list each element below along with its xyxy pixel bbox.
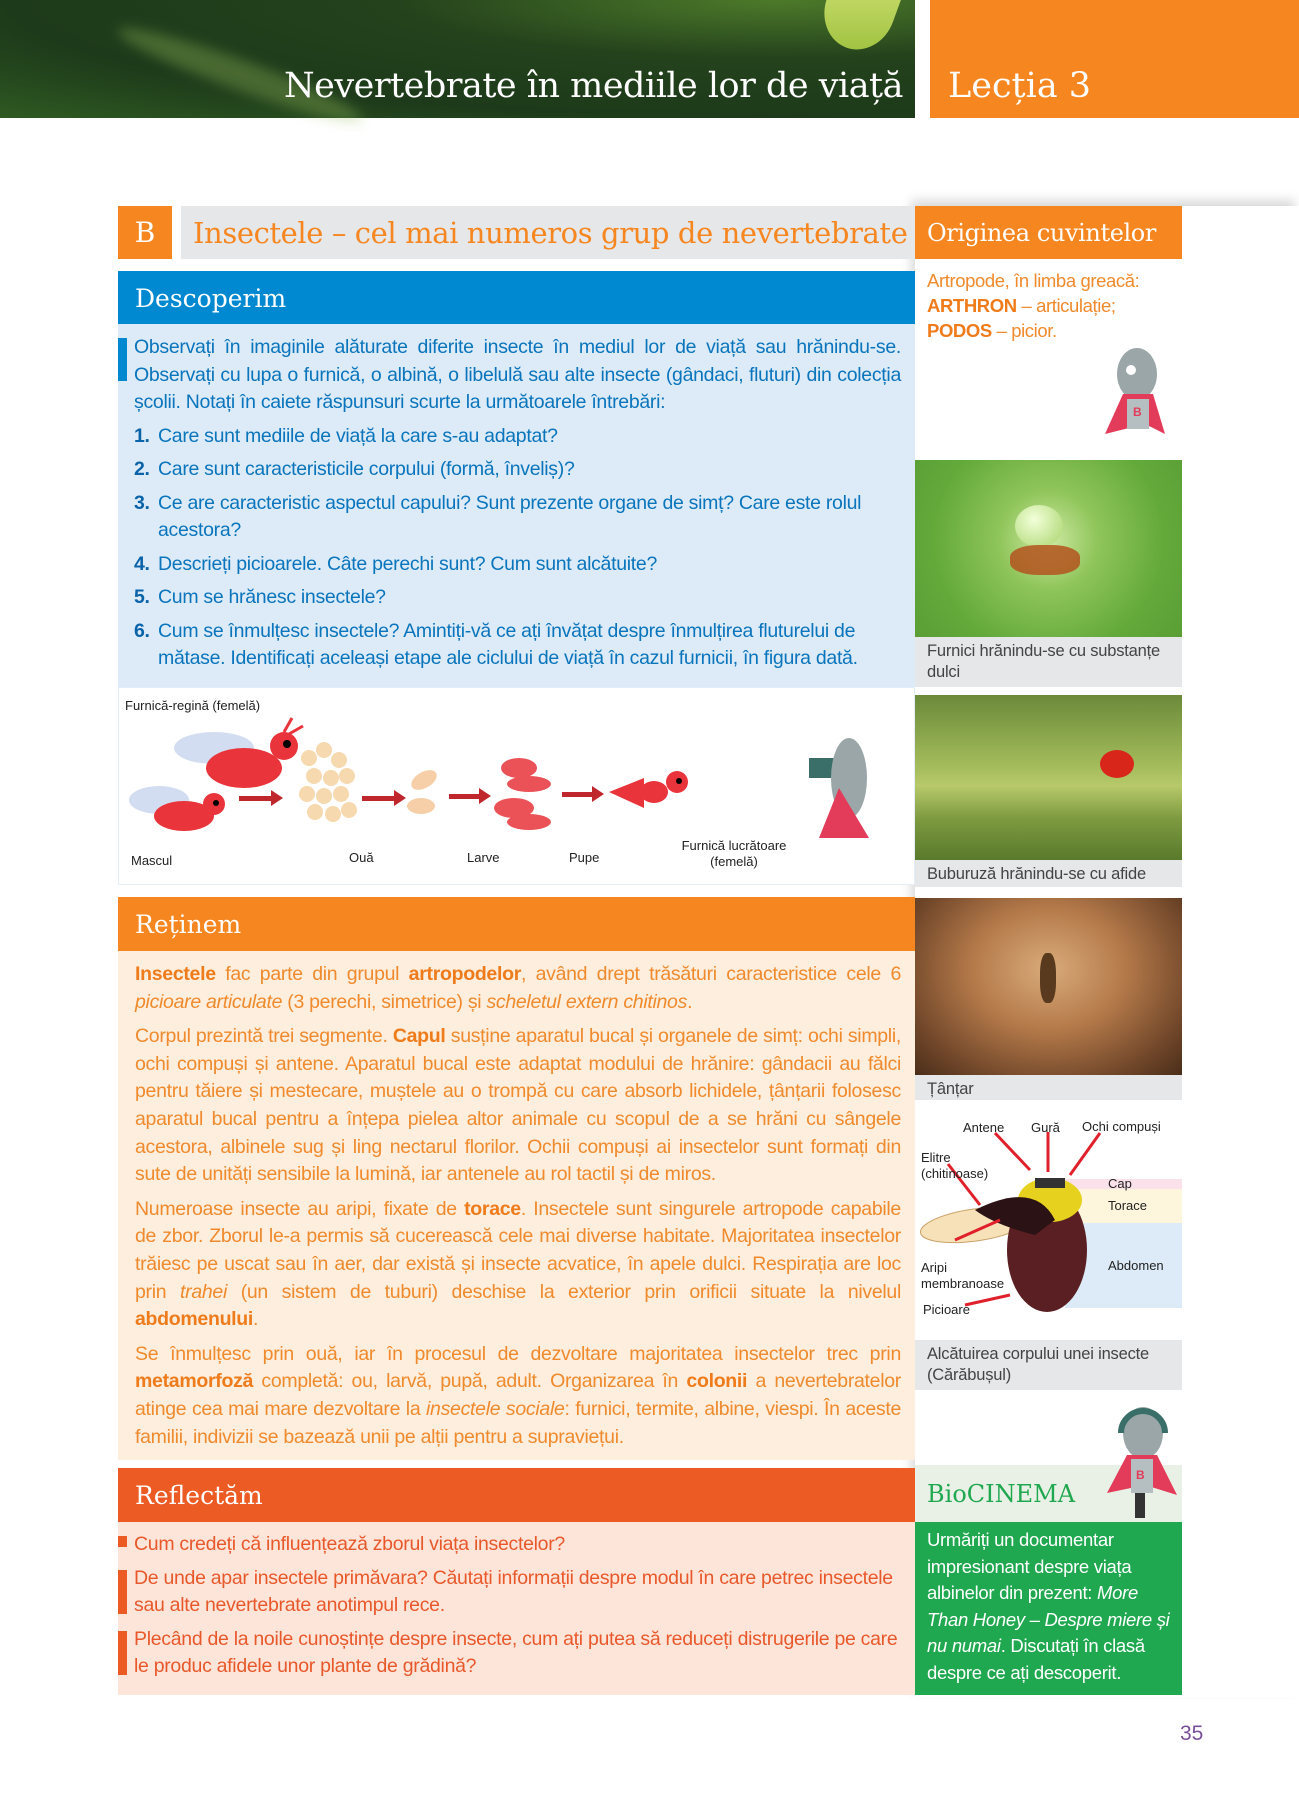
caption-ants: Furnici hrănindu-se cu substanțe dulci [915,637,1182,687]
label-wings: Aripi membranoase [921,1260,1005,1291]
text-run: completă: ou, larvă, pupă, adult. Organizarea în [253,1370,687,1393]
text-run: . Insectele sunt singurele artropode capabile de zbor. Zborul le-a permis să cucerească cele mai diverse habitate. Majoritatea insectelor trăiesc pe uscat sau în aer, dar există și insecte acvatice, în apele dulci. Respirația are loc prin [135,1197,901,1303]
retinem-paragraph [135,961,901,1016]
section-title: Insectele – cel mai numeros grup de nevertebrate [181,206,915,259]
question-text: Descrieți picioarele. Câte perechi sunt? Cum sunt alcătuite? [158,552,658,575]
queen-ant-icon [174,718,303,788]
question-item [134,618,901,673]
question-item [134,456,901,484]
label-head: Cap [1108,1176,1132,1191]
question-number: 4. [134,552,150,575]
question-number: 6. [134,619,150,642]
biocinema-text: Urmăriți un documentar impresionant despre viața albinelor din prezent: [927,1529,1132,1603]
retinem-body [118,951,915,1460]
word-arthron: ARTHRON [927,295,1017,316]
descoperim-body [118,324,915,687]
caption-beetle: Alcătuirea corpului unei insecte (Cărăbușul) [915,1340,1182,1390]
text-run: a nevertebratelor atinge cea mai mare dezvoltare la [135,1370,901,1420]
label-thorax: Torace [1108,1198,1148,1213]
question-number: 2. [134,458,150,480]
mascot-camera-icon [809,738,869,838]
key-term: colonii [686,1370,748,1393]
ant-lifecycle-figure [118,687,915,885]
page-number: 35 [1180,1722,1204,1745]
reflectam-body [118,1522,915,1695]
text-run: : furnici, termite, albine, viespi. În aceste familii, indivizii se bazează unii pe alții pentru a supraviețui. [135,1397,901,1448]
text-run: Numeroase insecte au aripi, fixate de [135,1197,465,1220]
label-male: Mascul [131,853,173,868]
question-item [134,423,901,451]
lesson-number: Lecția 3 [948,66,1092,106]
label-elytra: Elitre (chitinoase) [921,1150,989,1181]
biocinema-heading: BioCINEMA [915,1465,1182,1522]
photo-mosquito [915,898,1182,1075]
key-term: artropodelor [408,963,521,985]
photo-ants-feeding [915,460,1182,637]
mascot-headphones-icon [1105,1403,1180,1523]
origin-intro: Artropode, în limba greacă: [927,270,1140,291]
label-eyes: Ochi compuși [1082,1119,1161,1134]
bullet-marker [118,1536,127,1547]
word-podos-meaning: – picior. [991,320,1057,341]
word-podos: PODOS [927,320,992,341]
text-run: fac parte din grupul [215,963,409,985]
label-worker: Furnică lucrătoare (femelă) [681,838,787,869]
text-run: picioare articulate [135,990,283,1013]
reflection-text: De unde apar insectele primăvara? Căutați informații despre modul în care petrec insectele sau alte nevertebrate anotimpul rece. [134,1567,893,1616]
larvae-icon [407,766,440,814]
reflection-question [134,1531,901,1558]
text-run: , având drept trăsături caracteristice cele 6 [521,963,901,985]
biocinema-body [915,1522,1182,1695]
lesson-banner [930,0,1299,118]
accent-bar [118,338,127,381]
origin-body [915,259,1182,460]
descoperim-heading: Descoperim [118,271,915,325]
photo-ladybug [915,695,1182,860]
pupae-icon [494,758,551,830]
question-text: Care sunt mediile de viață la care s-au adaptat? [158,424,558,447]
word-arthron-meaning: – articulație; [1016,295,1116,316]
question-list [134,423,901,673]
mascot-icon [1105,344,1175,449]
retinem-paragraph [135,1341,901,1451]
label-queen: Furnică-regină (femelă) [125,698,261,713]
label-eggs: Ouă [349,850,374,865]
question-item [134,584,901,612]
reflection-question [134,1626,901,1680]
caption-ladybug: Buburuză hrănindu-se cu afide [915,860,1182,887]
svg-text:B: B [1133,405,1142,419]
question-text: Care sunt caracteristicile corpului (formă, înveliș)? [158,458,575,480]
question-item [134,490,901,545]
reflection-text: Plecând de la noile cunoștințe despre insecte, cum ați putea să reduceți distrugerile pe care le produc afidele unor plante de grădină? [134,1628,898,1677]
retinem-paragraph [135,1196,901,1334]
key-term: Insectele [135,963,216,985]
biocinema-text-end: . Discutați în clasă despre ce ați descoperit. [927,1635,1145,1683]
reflectam-heading: Reflectăm [118,1468,915,1522]
text-run: trahei [180,1280,227,1303]
eggs-icon [299,742,357,822]
question-number: 5. [134,586,150,608]
text-run: susține aparatul bucal și organele de simț: ochi simpli, ochi compuși și antene. Aparatul bucal este adaptat modului de hrănire: gândacii au fălci pentru tăiere și mestecare, muștele au o trompă cu care absorb lichidele, țânțarii folosesc aparatul bucal pentru a înțepa pielea altor animale cu scopul de a se hrăni cu sângele acestora, albinele sug și ling nectarul florilor. Ochii compuși ai insectelor sunt formați din sute de unități sensibile la lumină, iar antenele au rol tactil și de miros. [135,1025,901,1186]
male-ant-icon [129,786,225,831]
question-text: Ce are caracteristic aspectul capului? Sunt prezente organe de simț? Care este rolul acestora? [158,491,862,541]
text-run: Se înmulțesc prin ouă, iar în procesul de dezvoltare majoritatea insectelor trec prin [135,1342,901,1365]
svg-text:B: B [1136,1468,1145,1482]
key-term: abdomenului [135,1308,254,1331]
chapter-banner [0,0,915,118]
label-antennae: Antene [963,1120,1005,1135]
key-term: metamorfoză [135,1370,254,1393]
question-text: Cum se hrănesc insectele? [158,586,386,608]
retinem-paragraph [135,1023,901,1189]
label-mouth: Gură [1031,1120,1060,1135]
question-number: 3. [134,491,150,514]
label-larvae: Larve [467,850,500,865]
origin-heading: Originea cuvintelor [915,206,1182,259]
text-run: . [687,990,693,1013]
caption-mosquito: Țânțar [915,1075,1182,1100]
bullet-marker [118,1570,127,1614]
retinem-heading: Reținem [118,897,915,951]
descoperim-intro: Observați în imaginile alăturate diferite insecte în mediul lor de viață sau hrănindu-se. Observați cu lupa o furnică, o albină, o libelulă sau alte insecte (gândaci, fluturi) din colecția școlii. Notați în caiete răspunsuri scurte la următoarele întrebări: [134,336,901,413]
text-run: Corpul prezintă trei segmente. [135,1025,393,1048]
key-term: Capul [392,1025,446,1048]
question-text: Cum se înmulțesc insectele? Amintiți-vă ce ați învățat despre înmulțirea fluturelui de mătase. Identificați aceleași etape ale ciclului de viață în cazul furnicii, în figura dată. [158,619,858,669]
bullet-marker [118,1631,127,1675]
reflection-text: Cum credeți că influențează zborul viața insectelor? [134,1533,565,1555]
worker-ant-icon [609,771,688,808]
lifecycle-illustration [119,688,916,886]
text-run: . [253,1308,259,1331]
text-run: insectele sociale [426,1397,565,1420]
question-number: 1. [134,424,150,447]
reflection-question [134,1565,901,1619]
text-run: scheletul extern chitinos [486,990,688,1013]
chapter-title: Nevertebrate în mediile lor de viață [284,66,903,106]
text-run: (un sistem de tuburi) deschise la exterior prin orificii situate la nivelul [227,1280,902,1303]
label-pupae: Pupe [569,850,600,865]
label-legs: Picioare [923,1302,970,1317]
film-title: More Than Honey – Despre miere și nu numai [927,1582,1170,1656]
text-run: (3 perechi, simetrice) și [282,990,487,1013]
key-term: torace [464,1197,521,1220]
label-abdomen: Abdomen [1108,1258,1164,1273]
section-letter: B [118,206,172,259]
leaf-image [813,0,906,60]
question-item [134,551,901,579]
